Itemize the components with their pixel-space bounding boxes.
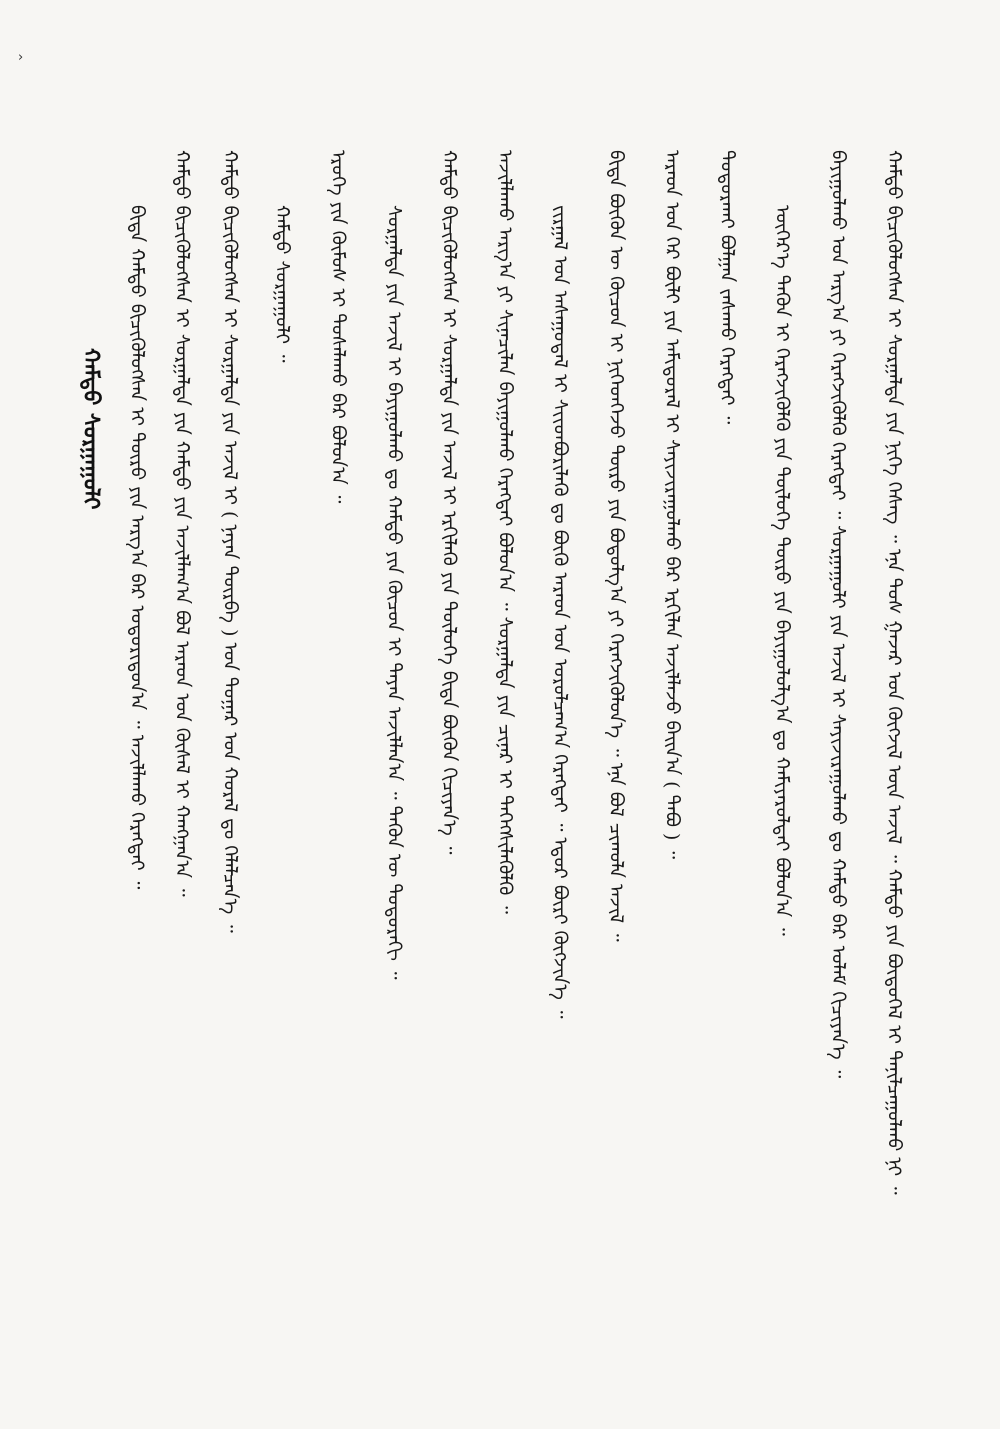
text-column-10: ᠰᠤᠷᠭᠠᠯᠲᠠ ᠶᠢᠨ ᠠᠵᠢᠯ ᠢ ᠪᠠᠶᠢᠭᠤᠯᠬᠤ ᠳᠤ ᠬᠠᠮᠲᠤ ᠶᠢᠨ ᠬᠦᠴᠦᠨ ᠢ ᠳᠠᠶᠠᠨ ᠠᠵᠢᠯᠯᠠᠨ᠎ᠠ ᠃ ᠲᠡᠭᠦᠨ ᠦ ᠳᠣᠳᠣᠷᠠᠬᠢ ᠃	[383, 205, 405, 980]
corner-mark: ›	[18, 50, 24, 65]
text-column-3: ᠥᠭᠡᠷ᠎ᠡ ᠲᠡᠭᠦᠨ ᠢ ᠬᠡᠷᠡᠭᠵᠢᠭᠦᠯᠬᠦ ᠶᠢᠨ ᠲᠥᠯᠦᠭᠡ ᠲᠥᠷᠥ ᠶᠢᠨ ᠪᠠᠶᠢᠭᠤᠯᠤᠯᠭ᠎ᠠ ᠳᠤ ᠬᠠᠮᠢᠶᠠᠷᠤᠯᠲᠠᠢ ᠪᠣᠯᠤᠨ᠎ᠠ ᠃	[771, 205, 793, 936]
text-column-15: ᠪᠢᠳᠡ ᠬᠠᠮᠲᠤ ᠪᠢᠴᠢᠭᠦᠯᠦᠭᠰᠡᠨ ᠢ ᠲᠥᠷᠥ ᠶᠢᠨ ᠠᠷᠭ᠎ᠠ ᠪᠠᠷ ᠤᠳᠤᠷᠢᠳᠤᠨ᠎ᠠ ᠃ ᠠᠵᠢᠯᠯᠠᠬᠤ ᠬᠡᠷᠡᠭᠲᠡᠢ ᠃	[126, 205, 148, 890]
text-column-9: ᠬᠠᠮᠲᠤ ᠪᠢᠴᠢᠭᠦᠯᠦᠭᠰᠡᠨ ᠢ ᠰᠤᠷᠭᠠᠯᠲᠠ ᠶᠢᠨ ᠠᠵᠢᠯ ᠢ ᠡᠷᠬᠢᠯᠡᠬᠦ ᠶᠢᠨ ᠲᠥᠯᠦᠭᠡ ᠪᠢᠳᠡ ᠪᠦᠬᠦᠨ ᠬᠢᠴᠢᠶᠡᠨ᠎ᠡ ᠃	[438, 150, 460, 855]
text-column-7: ᠵᠢᠷᠭᠠᠯ ᠤᠨ ᠠᠰᠠᠭᠤᠳᠠᠯ ᠢ ᠰᠢᠢᠳᠪᠦᠷᠢᠯᠡᠬᠦ ᠳᠤ ᠪᠦᠬᠦ ᠠᠷᠠᠳ ᠤᠨ ᠣᠷᠤᠯᠴᠠᠭ᠎ᠠ ᠬᠡᠷᠡᠭᠲᠡᠢ ᠃ ᠡᠳᠦᠷ ᠪᠦᠷᠢ ᠬᠥᠭᠵᠢᠨ᠎ᠡ ᠃	[549, 205, 571, 1019]
document-title: ᠬᠠᠮᠲᠤ ᠰᠤᠷᠭᠠᠭᠤᠯᠢ	[78, 348, 104, 510]
text-column-5: ᠠᠷᠠᠳ ᠤᠨ ᠭᠡᠷ ᠪᠦᠯᠢ ᠶᠢᠨ ᠠᠮᠢᠳᠤᠷᠠᠯ ᠢ ᠰᠠᠶᠢᠵᠢᠷᠠᠭᠤᠯᠬᠤ ᠪᠠᠷ ᠡᠷᠬᠢᠯᠡᠨ ᠠᠵᠢᠯᠯᠠᠵᠤ ᠪᠠᠢᠨ᠎ᠠ ( ᠲᠠᠪᠤ ) ᠃	[661, 150, 683, 859]
text-column-12: ᠬᠠᠮᠲᠤ ᠰᠤᠷᠭᠠᠭᠤᠯᠢ ᠃	[271, 205, 293, 363]
text-column-4: ᠲᠣᠳᠤᠷᠬᠠᠢ ᠪᠣᠯᠭᠠᠨ ᠵᠠᠰᠠᠬᠤ ᠬᠡᠷᠡᠭᠲᠡᠢ ᠃	[716, 150, 738, 425]
text-column-11: ᠡᠷᠦᠬᠡ ᠶᠢᠨ ᠬᠦᠮᠦᠰ ᠢ ᠲᠤᠰᠠᠯᠠᠬᠤ ᠪᠠᠷ ᠪᠣᠯᠤᠨ᠎ᠠ ᠃	[327, 150, 349, 504]
text-column-1: ᠬᠠᠮᠲᠤ ᠪᠢᠴᠢᠭᠦᠯᠦᠭᠰᠡᠨ ᠢ ᠰᠤᠷᠭᠠᠯᠲᠠ ᠶᠢᠨ ᠨᠢᠭᠡ ᠬᠡᠰᠡᠭ ᠃ ᠡᠨᠡ ᠲᠤᠰ ᠭᠠᠵᠠᠷ ᠤᠨ ᠬᠥᠭᠵᠢᠯ ᠦᠨ ᠠᠵᠢᠯ ᠃ ᠬᠠᠮᠲᠤ ᠶᠢᠨ ᠪᠦᠲᠦᠭᠡᠯ ᠢ ᠲᠠᠨᠢᠯᠴᠠᠭᠤᠯᠬᠤ ᠨᠢ ᠃	[883, 150, 905, 1195]
text-column-14: ᠬᠠᠮᠲᠤ ᠪᠢᠴᠢᠭᠦᠯᠦᠭᠰᠡᠨ ᠢ ᠰᠤᠷᠭᠠᠯᠲᠠ ᠶᠢᠨ ᠬᠠᠮᠲᠤ ᠶᠢᠨ ᠠᠵᠢᠯᠯᠠᠭ᠎ᠠ ᠪᠣᠯ ᠠᠷᠠᠳ ᠤᠨ ᠬᠦᠰᠡᠯ ᠢ ᠬᠠᠩᠭᠠᠨ᠎ᠠ ᠃	[171, 150, 193, 897]
text-column-13: ᠬᠠᠮᠲᠤ ᠪᠢᠴᠢᠭᠦᠯᠦᠭᠰᠡᠨ ᠢ ᠰᠤᠷᠭᠠᠯᠲᠠ ᠶᠢᠨ ᠠᠵᠢᠯ ᠢ ( ᠨᠠᠶᠠᠨ ᠳᠥᠷᠪᠡ ) ᠤᠨ ᠳᠤᠭᠠᠷ ᠤᠨ ᠬᠤᠷᠠᠯ ᠳᠤ ᠬᠡᠯᠡᠯᠴᠡᠨ᠎ᠡ ᠃	[219, 150, 241, 933]
text-column-2: ᠪᠠᠶᠢᠭᠤᠯᠬᠤ ᠤᠨ ᠠᠷᠭ᠎ᠠ ᠶᠢ ᠬᠡᠷᠡᠭᠵᠢᠭᠦᠯᠬᠦ ᠬᠡᠷᠡᠭᠲᠡᠢ ᠃ ᠰᠤᠷᠭᠠᠭᠤᠯᠢ ᠶᠢᠨ ᠠᠵᠢᠯ ᠢ ᠰᠠᠶᠢᠵᠢᠷᠠᠭᠤᠯᠬᠤ ᠳᠤ ᠬᠠᠮᠲᠤ ᠪᠠᠷ ᠤᠯᠠᠮ ᠬᠢᠴᠢᠶᠡᠨ᠎ᠡ ᠃	[827, 150, 849, 1079]
text-column-6: ᠪᠢᠳᠡ ᠪᠦᠬᠦᠨ ᠦ ᠬᠦᠴᠦᠨ ᠢ ᠨᠢᠭᠡᠳᠬᠡᠵᠦ ᠲᠥᠷᠥ ᠶᠢᠨ ᠪᠣᠳᠤᠯᠭ᠎ᠠ ᠶᠢ ᠬᠡᠷᠡᠭᠵᠢᠭᠦᠯᠦᠨ᠎ᠡ ᠃ ᠡᠨᠡ ᠪᠣᠯ ᠴᠢᠬᠤᠯᠠ ᠠᠵᠢᠯ ᠃	[605, 150, 627, 942]
text-column-8: ᠠᠵᠢᠯᠯᠠᠬᠤ ᠠᠷᠭ᠎ᠠ ᠶᠢ ᠰᠢᠨᠡᠴᠢᠯᠡᠨ ᠪᠠᠶᠢᠭᠤᠯᠬᠤ ᠬᠡᠷᠡᠭᠲᠡᠢ ᠪᠣᠯᠤᠨ᠎ᠠ ᠃ ᠰᠤᠷᠭᠠᠯᠲᠠ ᠶᠢᠨ ᠴᠢᠨᠠᠷ ᠢ ᠳᠡᠭᠡᠭᠰᠢᠯᠡᠭᠦᠯᠬᠦ ᠃	[494, 150, 516, 914]
